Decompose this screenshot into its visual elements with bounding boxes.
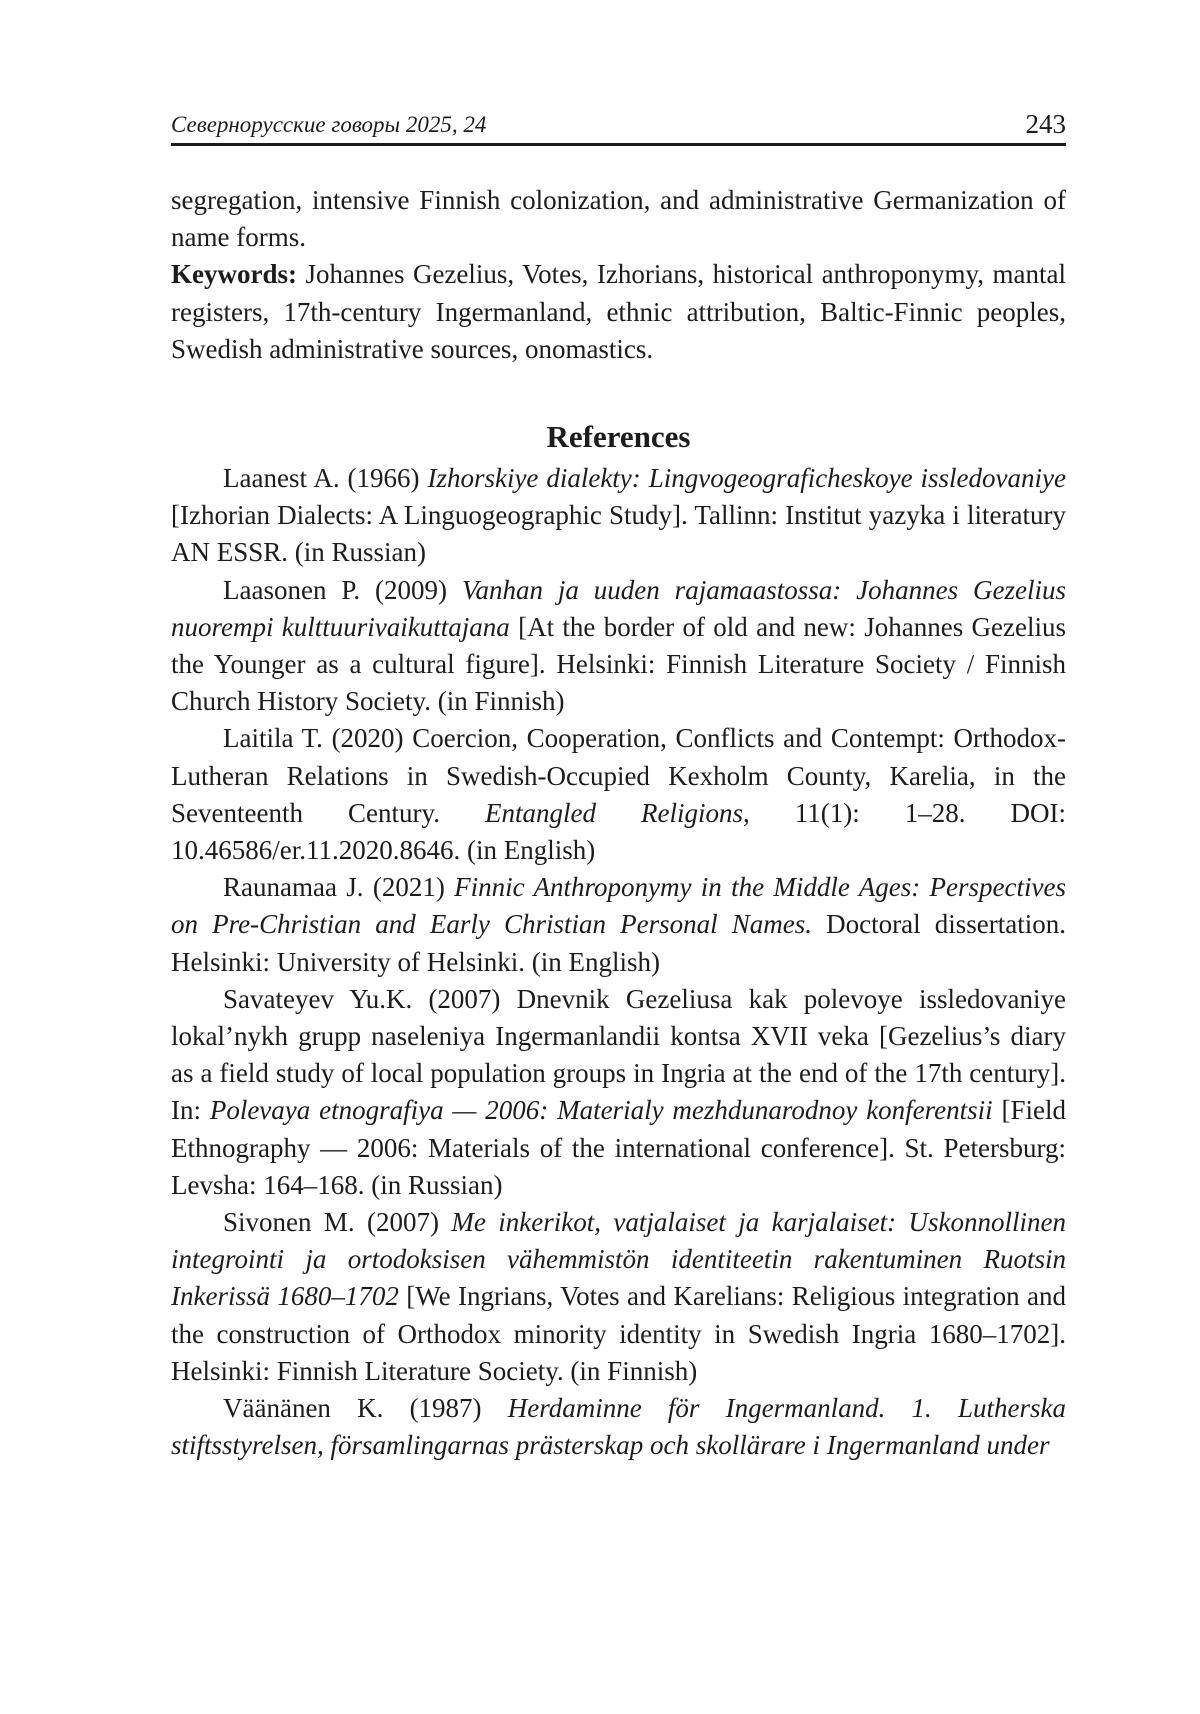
reference-entry	[171, 460, 1066, 572]
keywords-paragraph	[171, 256, 1066, 368]
reference-details: , 11(1): 1–28. DOI: 10.46586/er.11.2020.8646. (in English)	[171, 797, 1067, 866]
reference-title: Polevaya etnografiya — 2006: Materialy mezhdunarodnoy konferentsii	[209, 1095, 993, 1126]
reference-title: Finnic Anthroponymy in the Middle Ages: Perspectives on Pre-Christian and Early Christian Personal Names.	[171, 872, 1066, 940]
reference-entry	[171, 1204, 1066, 1390]
reference-title: Vanhan ja uuden rajamaastossa: Johannes Gezelius nuorempi kulttuurivaikuttajana	[171, 574, 1066, 642]
reference-title: Me inkerikot, vatjalaiset ja karjalaiset: Uskonnollinen integrointi ja ortodoksisen vähemmistön identiteetin rakentuminen Ruotsin Inkerissä 1680–1702	[171, 1207, 1066, 1312]
running-header	[171, 100, 1066, 146]
reference-details: Doctoral dissertation. Helsinki: University of Helsinki. (in English)	[171, 909, 1066, 977]
keywords-label: Keywords:	[171, 259, 297, 290]
reference-details: [We Ingrians, Votes and Karelians: Religious integration and the construction of Orthodox minority identity in Swedish Ingria 1680–1702]. Helsinki: Finnish Literature Society. (in Finnish)	[171, 1281, 1067, 1386]
reference-entry	[171, 869, 1066, 981]
reference-entry	[171, 981, 1066, 1204]
reference-title: Herdaminne för Ingermanland. 1. Lutherska stiftsstyrelsen, församlingarnas prästerskap och skollärare i Ingermanland under	[171, 1393, 1066, 1461]
reference-text: Sivonen M. (2007)	[223, 1207, 452, 1238]
reference-text: Laitila T. (2020) Coercion, Cooperation, Conflicts and Contempt: Orthodox-Lutheran Relations in Swedish-Occupied Kexholm County, Karelia, in the Seventeenth Century.	[171, 723, 1066, 828]
reference-details: [At the border of old and new: Johannes Gezelius the Younger as a cultural figure]. Helsinki: Finnish Literature Society / Finnish Church History Society. (in Finnish)	[171, 611, 1066, 717]
reference-details: [Izhorian Dialects: A Linguogeographic Study]. Tallinn: Institut yazyka i literatury AN ESSR. (in Russian)	[171, 500, 1066, 568]
reference-details: [Field Ethnography — 2006: Materials of the international conference]. St. Petersburg: Levsha: 164–168. (in Russian)	[171, 1095, 1066, 1200]
reference-entry	[171, 572, 1066, 721]
reference-text: Laanest A. (1966)	[223, 463, 428, 494]
abstract-section	[171, 182, 1066, 368]
abstract-text: segregation, intensive Finnish colonization, and administrative Germanization of name forms.	[171, 185, 1066, 253]
journal-page	[171, 100, 1066, 1465]
reference-title: Izhorskiye dialekty: Lingvogeograficheskoye issledovaniye	[427, 463, 1066, 494]
reference-title: Entangled Religions	[484, 797, 743, 828]
page-number: 243	[1025, 109, 1066, 139]
reference-entry	[171, 720, 1066, 869]
references-list	[171, 460, 1066, 1464]
journal-title: Севернорусские говоры 2025, 24	[171, 112, 487, 137]
reference-entry	[171, 1390, 1066, 1464]
reference-text: Savateyev Yu.K. (2007) Dnevnik Gezeliusa kak polevoye issledovaniye lokal’nykh grupp naseleniya Ingermanlandii kontsa XVII veka [Gezelius’s diary as a field study of local population groups in Ingria at the end of the 17th century]. In:	[171, 983, 1066, 1126]
references-heading: References	[546, 419, 691, 455]
reference-text: Raunamaa J. (2021)	[223, 872, 455, 903]
reference-text: Laasonen P. (2009)	[223, 574, 462, 605]
reference-text: Väänänen K. (1987)	[223, 1393, 508, 1424]
keywords-text: Johannes Gezelius, Votes, Izhorians, historical anthroponymy, mantal registers, 17th-century Ingermanland, ethnic attribution, Baltic-Finnic peoples, Swedish administrative sources, onomastics.	[171, 259, 1066, 364]
